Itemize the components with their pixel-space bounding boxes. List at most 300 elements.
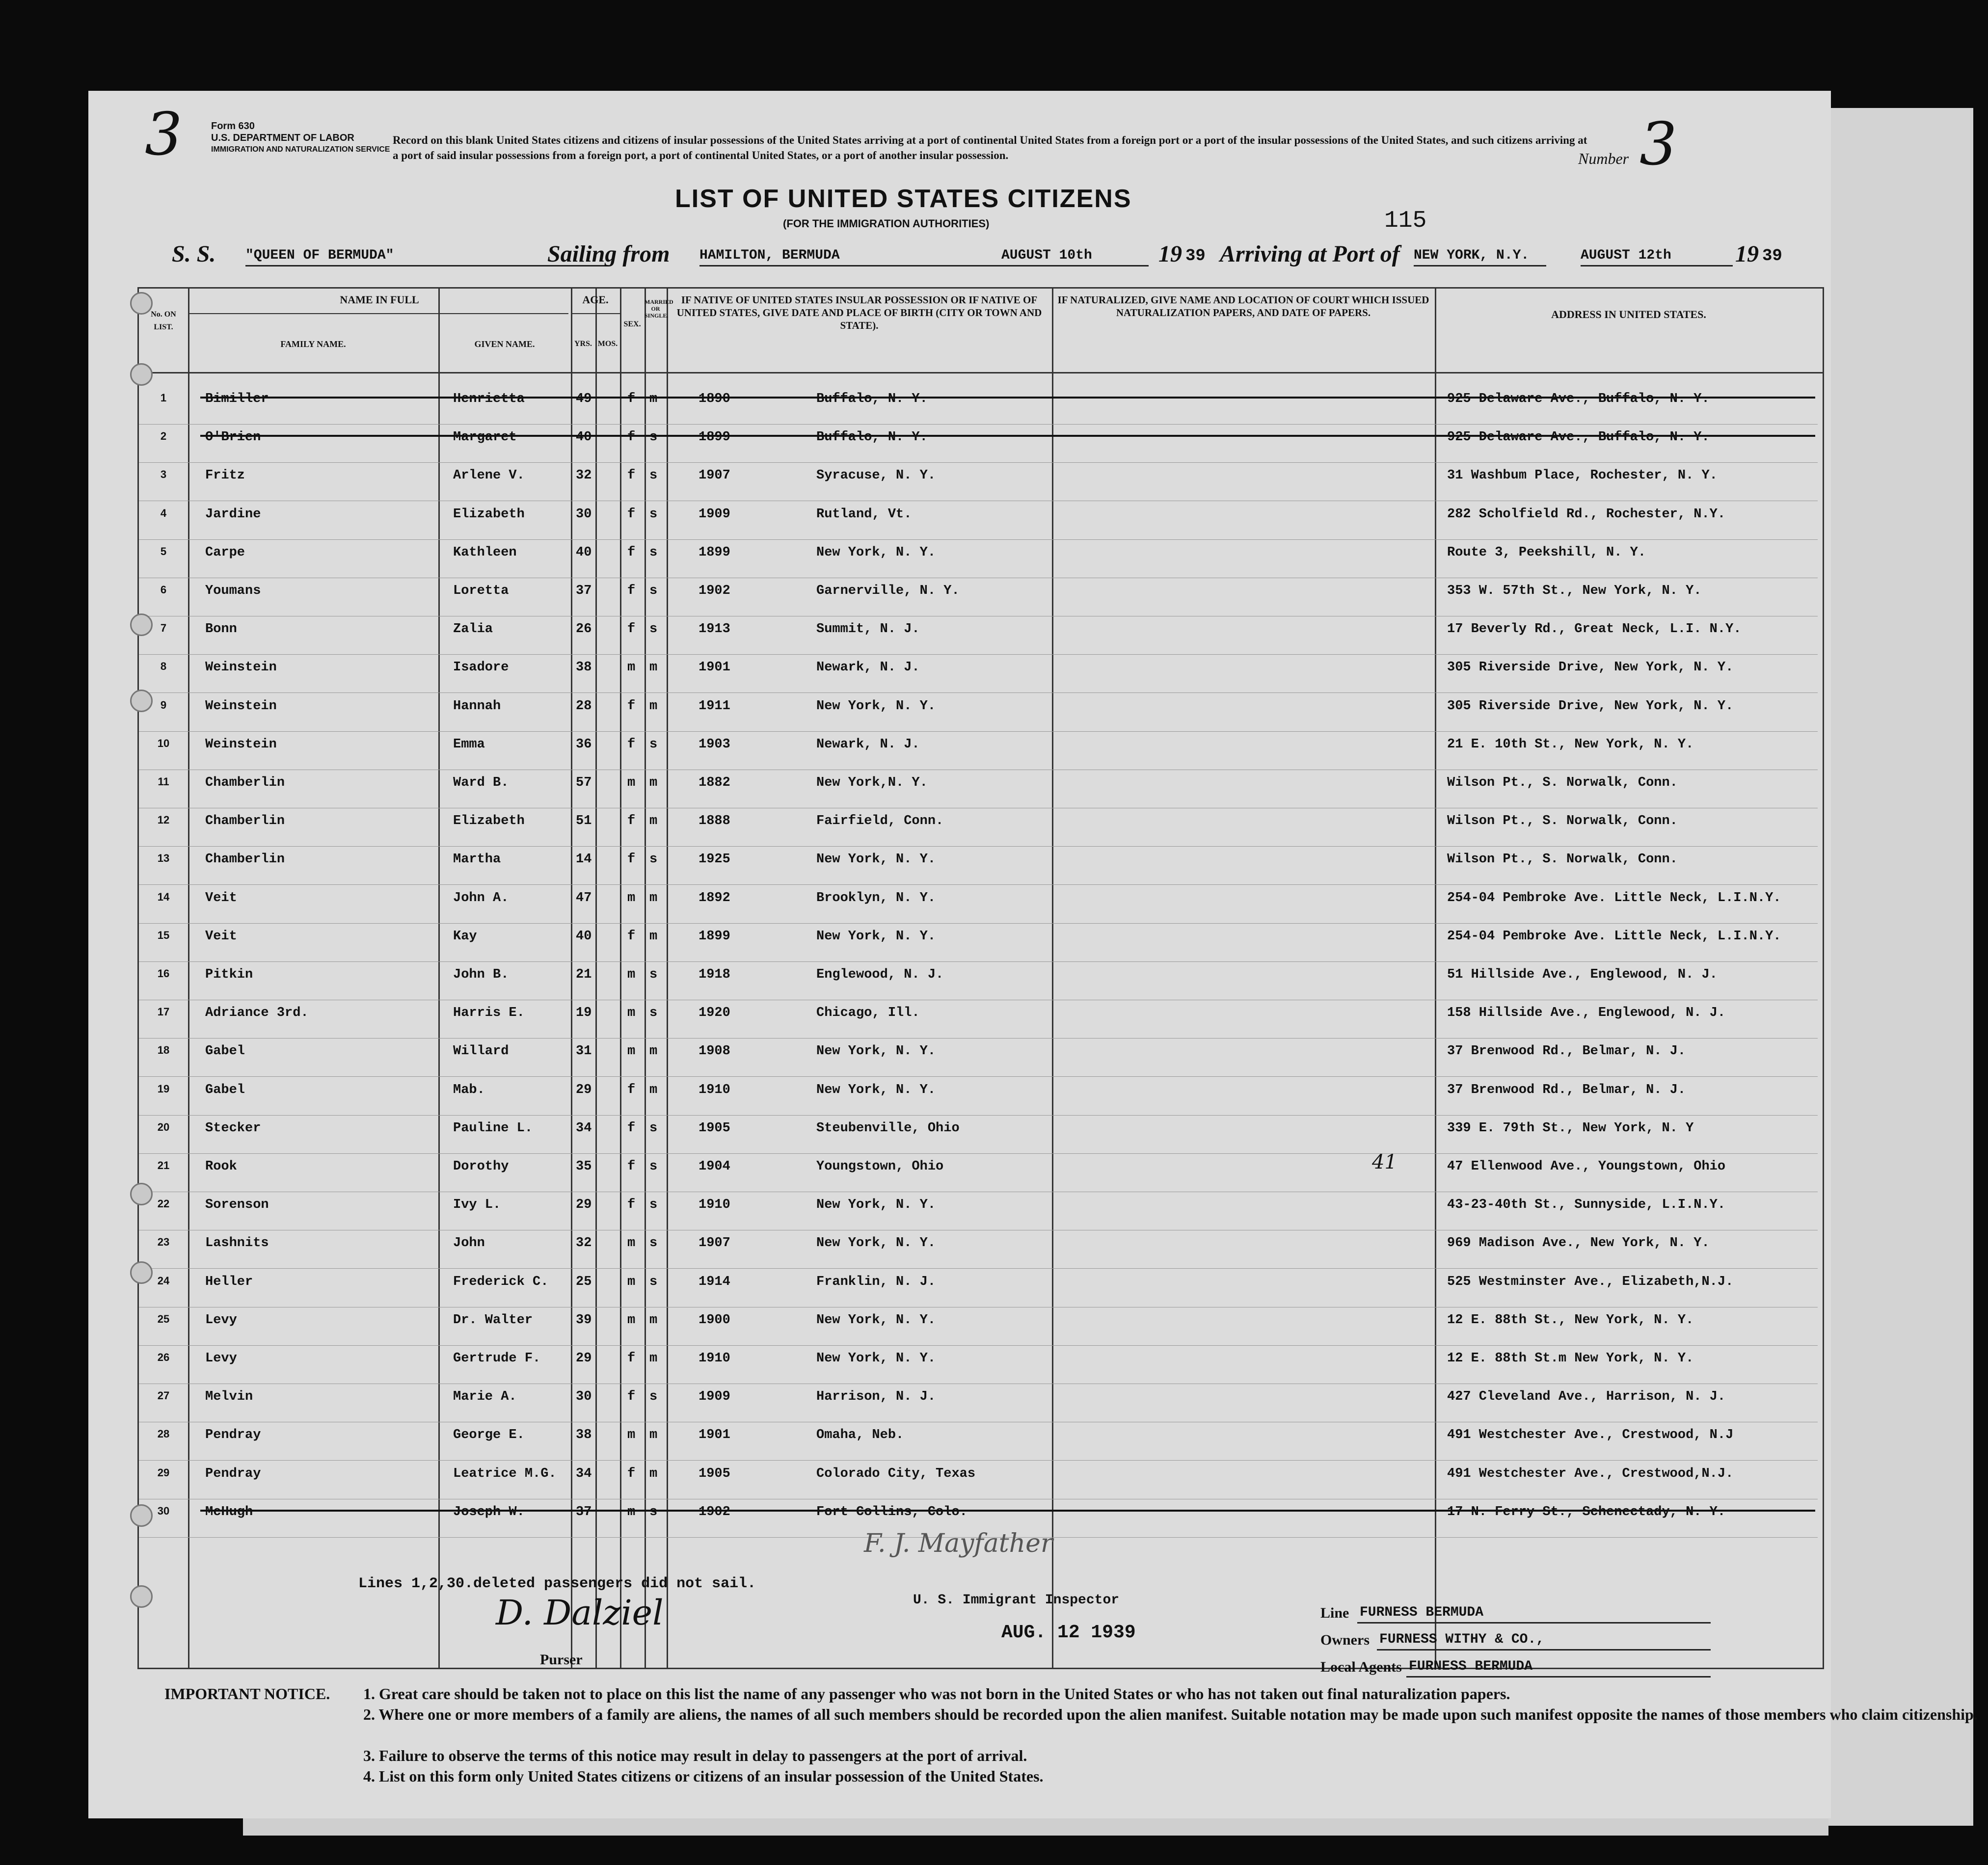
punch-hole bbox=[130, 690, 153, 712]
punch-hole bbox=[130, 363, 153, 386]
marital-status: s bbox=[649, 967, 658, 982]
row-number: 2 bbox=[160, 430, 167, 443]
line-underline bbox=[1357, 1622, 1711, 1624]
sex: m bbox=[627, 660, 636, 675]
us-address: 491 Westchester Ave., Crestwood, N.J bbox=[1447, 1428, 1734, 1443]
inspection-stamp-date: AUG. 12 1939 bbox=[1001, 1622, 1136, 1643]
age-years: 37 bbox=[576, 1504, 592, 1519]
page-title: LIST OF UNITED STATES CITIZENS bbox=[675, 185, 1132, 213]
birth-place: Fairfield, Conn. bbox=[816, 814, 944, 829]
sex: m bbox=[627, 1312, 636, 1328]
us-address: 427 Cleveland Ave., Harrison, N. J. bbox=[1447, 1389, 1726, 1405]
age-years: 35 bbox=[576, 1159, 592, 1174]
us-address: 12 E. 88th St.m New York, N. Y. bbox=[1447, 1351, 1694, 1366]
form-service: IMMIGRATION AND NATURALIZATION SERVICE bbox=[211, 145, 390, 154]
birth-year: 1907 bbox=[698, 1236, 730, 1251]
family-name: Chamberlin bbox=[205, 852, 285, 867]
age-years: 40 bbox=[576, 929, 592, 944]
row-number: 11 bbox=[158, 775, 169, 788]
birth-year: 1900 bbox=[698, 1312, 730, 1328]
birth-place: New York, N. Y. bbox=[816, 1236, 936, 1251]
page-subtitle: (FOR THE IMMIGRATION AUTHORITIES) bbox=[783, 217, 990, 230]
age-years: 21 bbox=[576, 967, 592, 982]
sex: f bbox=[627, 622, 636, 637]
given-name: Dorothy bbox=[453, 1159, 509, 1174]
sex: f bbox=[627, 1082, 636, 1097]
marital-status: s bbox=[649, 622, 658, 637]
given-name: Joseph W. bbox=[453, 1504, 525, 1519]
family-name: Carpe bbox=[205, 545, 245, 560]
row-rule bbox=[139, 539, 1818, 540]
number-label: Number bbox=[1578, 150, 1629, 167]
family-name: Weinstein bbox=[205, 737, 277, 752]
sex: f bbox=[627, 506, 636, 522]
sailing-underline bbox=[699, 265, 1004, 266]
row-rule bbox=[139, 846, 1818, 847]
us-address: 491 Westchester Ave., Crestwood,N.J. bbox=[1447, 1466, 1734, 1481]
given-name: Marie A. bbox=[453, 1389, 517, 1405]
sex: f bbox=[627, 929, 636, 944]
given-name: Elizabeth bbox=[453, 506, 525, 522]
given-name: Harris E. bbox=[453, 1006, 525, 1021]
row-number: 14 bbox=[157, 890, 170, 903]
us-address: 31 Washbum Place, Rochester, N. Y. bbox=[1447, 468, 1718, 483]
notice-2: 2. Where one or more members of a family are aliens, the names of all such members should be recorded upon the alien manifest. Suitable notation may be made upon such manifest opposite the names of those members who claim citizenship. bbox=[363, 1705, 1978, 1723]
notice-title: IMPORTANT NOTICE. bbox=[164, 1685, 330, 1703]
arrival-port-underline bbox=[1414, 265, 1546, 266]
table-row bbox=[139, 775, 1818, 814]
sail-date: AUGUST 10th bbox=[1001, 248, 1092, 263]
birth-place: Buffalo, N. Y. bbox=[816, 430, 928, 445]
table-row bbox=[139, 1236, 1818, 1274]
arrival-date: AUGUST 12th bbox=[1581, 248, 1671, 263]
owners-label: Owners bbox=[1320, 1632, 1370, 1648]
row-rule bbox=[139, 462, 1818, 463]
birth-place: New York, N. Y. bbox=[816, 1198, 936, 1213]
us-address: 12 E. 88th St., New York, N. Y. bbox=[1447, 1312, 1694, 1328]
header-birth: IF NATIVE OF UNITED STATES INSULAR POSSESSION OR IF NATIVE OF UNITED STATES, GIVE DATE AND PLACE OF BIRTH (CITY OR TOWN AND STATE). bbox=[676, 294, 1042, 331]
arrival-port: NEW YORK, N.Y. bbox=[1414, 248, 1530, 263]
family-name: Fritz bbox=[205, 468, 245, 483]
age-years: 39 bbox=[576, 1312, 592, 1328]
age-years: 32 bbox=[576, 468, 592, 483]
family-name: Youmans bbox=[205, 584, 261, 598]
notice-1: 1. Great care should be taken not to place on this list the name of any passenger who was not born in the United States or who has not taken out final naturalization papers. bbox=[363, 1685, 1510, 1703]
given-name: George E. bbox=[453, 1428, 525, 1443]
marital-status: m bbox=[649, 392, 658, 406]
deleted-note: Lines 1,2,30.deleted passengers did not sail. bbox=[358, 1575, 756, 1592]
arrival-date-underline bbox=[1581, 265, 1733, 266]
family-name: Adriance 3rd. bbox=[205, 1006, 309, 1021]
us-address: 51 Hillside Ave., Englewood, N. J. bbox=[1447, 967, 1718, 982]
age-years: 36 bbox=[576, 737, 592, 752]
birth-year: 1901 bbox=[698, 1428, 730, 1443]
family-name: Sorenson bbox=[205, 1198, 269, 1213]
sex: f bbox=[627, 1351, 636, 1366]
line-label: Line bbox=[1320, 1605, 1349, 1621]
us-address: 37 Brenwood Rd., Belmar, N. J. bbox=[1447, 1082, 1686, 1097]
birth-place: New York, N. Y. bbox=[816, 852, 936, 867]
row-number: 13 bbox=[157, 852, 170, 865]
family-name: Veit bbox=[205, 890, 237, 906]
row-rule bbox=[139, 654, 1818, 655]
table-row bbox=[139, 1198, 1818, 1236]
agents-value: FURNESS BERMUDA bbox=[1409, 1659, 1533, 1674]
us-address: 47 Ellenwood Ave., Youngstown, Ohio bbox=[1447, 1159, 1726, 1174]
punch-hole bbox=[130, 1183, 153, 1205]
age-years: 38 bbox=[576, 1428, 592, 1443]
family-name: Gabel bbox=[205, 1044, 245, 1059]
marital-status: m bbox=[649, 1044, 658, 1059]
birth-place: Englewood, N. J. bbox=[816, 967, 944, 982]
purser-label: Purser bbox=[540, 1652, 583, 1668]
ss-label: S. S. bbox=[172, 241, 216, 267]
age-years: 26 bbox=[576, 622, 592, 637]
table-row bbox=[139, 1428, 1818, 1466]
table-row bbox=[139, 929, 1818, 967]
header-bottom-rule bbox=[139, 372, 1823, 373]
given-name: John A. bbox=[453, 890, 509, 906]
row-number: 4 bbox=[160, 506, 167, 519]
given-name: Gertrude F. bbox=[453, 1351, 541, 1366]
punch-hole bbox=[130, 1504, 153, 1527]
family-name: Veit bbox=[205, 929, 237, 944]
birth-place: Rutland, Vt. bbox=[816, 506, 912, 522]
age-years: 57 bbox=[576, 775, 592, 790]
sex: m bbox=[627, 1274, 636, 1289]
sex: f bbox=[627, 392, 636, 406]
given-name: Elizabeth bbox=[453, 814, 525, 829]
marital-status: m bbox=[649, 1466, 658, 1481]
marital-status: s bbox=[649, 506, 658, 522]
birth-year: 1905 bbox=[698, 1120, 730, 1136]
marital-status: s bbox=[649, 1274, 658, 1289]
row-rule bbox=[139, 1115, 1818, 1116]
number-value: 3 bbox=[1639, 110, 1677, 179]
sex: f bbox=[627, 1389, 636, 1405]
us-address: 925 Delaware Ave., Buffalo, N. Y. bbox=[1447, 430, 1710, 445]
sail-year: 39 bbox=[1185, 247, 1206, 266]
table-row bbox=[139, 468, 1818, 506]
stamp-number: 115 bbox=[1384, 208, 1427, 234]
age-years: 30 bbox=[576, 1389, 592, 1405]
header-naturalized: IF NATURALIZED, GIVE NAME AND LOCATION OF COURT WHICH ISSUED NATURALIZATION PAPERS, AND DATE OF PAPERS. bbox=[1057, 294, 1429, 319]
row-number: 5 bbox=[160, 545, 167, 558]
age-years: 38 bbox=[576, 660, 592, 675]
row-number: 25 bbox=[157, 1312, 170, 1325]
sail-year-prefix: 19 bbox=[1158, 241, 1182, 267]
header-age: AGE. bbox=[582, 293, 609, 306]
us-address: 339 E. 79th St., New York, N. Y bbox=[1447, 1120, 1694, 1136]
table-row bbox=[139, 1389, 1818, 1428]
age-years: 32 bbox=[576, 1236, 592, 1251]
sex: m bbox=[627, 1236, 636, 1251]
header-no: No. ON LIST. bbox=[151, 310, 176, 331]
given-name: Dr. Walter bbox=[453, 1312, 533, 1328]
sail-date-underline bbox=[1001, 265, 1149, 266]
birth-year: 1908 bbox=[698, 1044, 730, 1059]
row-rule bbox=[139, 1153, 1818, 1154]
sex: m bbox=[627, 1006, 636, 1021]
birth-year: 1918 bbox=[698, 967, 730, 982]
birth-year: 1925 bbox=[698, 852, 730, 867]
given-name: Emma bbox=[453, 737, 485, 752]
table-row bbox=[139, 1275, 1818, 1313]
sex: m bbox=[627, 1428, 636, 1443]
form-instructions: Record on this blank United States citizens and citizens of insular possessions of the United States arriving at a port of continental United States from a foreign port or a port of the insular possessions of the United States, and such citizens arriving at a port of said insular possessions from a foreign port, a port of continental United States, or a port of another insular possession. bbox=[393, 134, 1587, 161]
row-rule bbox=[139, 961, 1818, 962]
family-name: Stecker bbox=[205, 1120, 261, 1136]
family-name: Weinstein bbox=[205, 698, 277, 714]
form-department: U.S. DEPARTMENT OF LABOR bbox=[211, 133, 354, 143]
row-number: 27 bbox=[157, 1389, 170, 1402]
table-row bbox=[139, 660, 1818, 698]
family-name: Bonn bbox=[205, 622, 237, 637]
sailing-label: Sailing from bbox=[547, 241, 670, 267]
marital-status: m bbox=[649, 1312, 658, 1328]
marital-status: s bbox=[649, 468, 658, 483]
us-address: 43-23-40th St., Sunnyside, L.I.N.Y. bbox=[1447, 1198, 1726, 1213]
row-number: 9 bbox=[160, 698, 167, 711]
birth-place: New York, N. Y. bbox=[816, 1351, 936, 1366]
us-address: 17 N. Ferry St., Schenectady, N. Y. bbox=[1447, 1504, 1726, 1519]
given-name: Kay bbox=[453, 929, 477, 944]
purser-signature: D. Dalziel bbox=[496, 1593, 664, 1633]
us-address: 158 Hillside Ave., Englewood, N. J. bbox=[1447, 1006, 1726, 1021]
marital-status: s bbox=[649, 1006, 658, 1021]
row-number: 22 bbox=[157, 1198, 170, 1210]
table-row bbox=[139, 1466, 1818, 1505]
sex: f bbox=[627, 468, 636, 483]
passenger-table bbox=[137, 287, 1824, 1669]
sex: m bbox=[627, 1044, 636, 1059]
sex: m bbox=[627, 890, 636, 906]
age-years: 37 bbox=[576, 584, 592, 598]
us-address: Wilson Pt., S. Norwalk, Conn. bbox=[1447, 852, 1678, 867]
row-rule bbox=[139, 424, 1818, 425]
name-subheader-rule bbox=[188, 313, 568, 314]
row-number: 7 bbox=[160, 622, 167, 635]
birth-place: New York, N. Y. bbox=[816, 698, 936, 714]
table-row bbox=[139, 967, 1818, 1006]
birth-place: Harrison, N. J. bbox=[816, 1389, 936, 1405]
sex: f bbox=[627, 430, 636, 445]
marital-status: s bbox=[649, 584, 658, 598]
marital-status: s bbox=[649, 1389, 658, 1405]
sex: f bbox=[627, 814, 636, 829]
family-name: Pendray bbox=[205, 1428, 261, 1443]
marital-status: s bbox=[649, 545, 658, 560]
birth-year: 1911 bbox=[698, 698, 730, 714]
sex: f bbox=[627, 737, 636, 752]
birth-place: Steubenville, Ohio bbox=[816, 1120, 960, 1136]
form-code-block bbox=[211, 120, 390, 156]
us-address: 254-04 Pembroke Ave. Little Neck, L.I.N.Y. bbox=[1447, 890, 1781, 906]
age-years: 34 bbox=[576, 1120, 592, 1136]
us-address: 21 E. 10th St., New York, N. Y. bbox=[1447, 737, 1694, 752]
marital-status: m bbox=[649, 814, 658, 829]
us-address: 969 Madison Ave., New York, N. Y. bbox=[1447, 1236, 1710, 1251]
row-number: 3 bbox=[160, 468, 167, 481]
sex: f bbox=[627, 584, 636, 598]
birth-year: 1899 bbox=[698, 545, 730, 560]
notice-4: 4. List on this form only United States citizens or citizens of an insular possession of the United States. bbox=[363, 1767, 1044, 1785]
marital-status: m bbox=[649, 929, 658, 944]
row-rule bbox=[139, 1345, 1818, 1346]
marital-status: s bbox=[649, 737, 658, 752]
sex: m bbox=[627, 1504, 636, 1519]
inspector-label: U. S. Immigrant Inspector bbox=[913, 1593, 1120, 1608]
birth-place: New York,N. Y. bbox=[816, 775, 928, 790]
birth-year: 1901 bbox=[698, 660, 730, 675]
family-name: Jardine bbox=[205, 506, 261, 522]
birth-year: 1909 bbox=[698, 506, 730, 522]
sex: m bbox=[627, 967, 636, 982]
given-name: John bbox=[453, 1236, 485, 1251]
us-address: 305 Riverside Drive, New York, N. Y. bbox=[1447, 660, 1734, 675]
header-married: MARRIED OR SINGLE. bbox=[645, 298, 673, 319]
birth-place: Syracuse, N. Y. bbox=[816, 468, 936, 483]
marital-status: m bbox=[649, 1428, 658, 1443]
age-years: 31 bbox=[576, 1044, 592, 1059]
marital-status: m bbox=[649, 1351, 658, 1366]
given-name: Ward B. bbox=[453, 775, 509, 790]
table-row bbox=[139, 1313, 1818, 1351]
birth-place: New York, N. Y. bbox=[816, 929, 936, 944]
us-address: Wilson Pt., S. Norwalk, Conn. bbox=[1447, 814, 1678, 829]
row-number: 30 bbox=[157, 1504, 170, 1517]
birth-place: Newark, N. J. bbox=[816, 737, 920, 752]
sex: f bbox=[627, 852, 636, 867]
header-given: GIVEN NAME. bbox=[474, 339, 535, 349]
sex: f bbox=[627, 1159, 636, 1174]
sex: f bbox=[627, 698, 636, 714]
family-name: Rook bbox=[205, 1159, 237, 1174]
marital-status: m bbox=[649, 698, 658, 714]
header-yrs: YRS. bbox=[574, 340, 592, 348]
sailing-from: HAMILTON, BERMUDA bbox=[699, 248, 840, 263]
birth-year: 1902 bbox=[698, 1504, 730, 1519]
table-row bbox=[139, 699, 1818, 737]
birth-year: 1892 bbox=[698, 890, 730, 906]
age-years: 25 bbox=[576, 1274, 592, 1289]
family-name: Chamberlin bbox=[205, 775, 285, 790]
marital-status: s bbox=[649, 1120, 658, 1136]
age-years: 40 bbox=[576, 430, 592, 445]
line-value: FURNESS BERMUDA bbox=[1360, 1605, 1484, 1620]
given-name: John B. bbox=[453, 967, 509, 982]
birth-place: Colorado City, Texas bbox=[816, 1466, 976, 1481]
given-name: Willard bbox=[453, 1044, 509, 1059]
birth-year: 1904 bbox=[698, 1159, 730, 1174]
row-rule bbox=[139, 1038, 1818, 1039]
table-row bbox=[139, 507, 1818, 545]
header-name: NAME IN FULL bbox=[340, 293, 419, 306]
given-name: Martha bbox=[453, 852, 501, 867]
header-sex: SEX. bbox=[623, 320, 641, 328]
birth-place: Garnerville, N. Y. bbox=[816, 584, 960, 598]
row-number: 15 bbox=[157, 929, 170, 941]
birth-place: New York, N. Y. bbox=[816, 545, 936, 560]
owners-value: FURNESS WITHY & CO., bbox=[1379, 1632, 1545, 1647]
family-name: Chamberlin bbox=[205, 814, 285, 829]
age-years: 34 bbox=[576, 1466, 592, 1481]
birth-year: 1899 bbox=[698, 430, 730, 445]
marital-status: s bbox=[649, 1504, 658, 1519]
agents-label: Local Agents bbox=[1320, 1659, 1402, 1675]
age-years: 29 bbox=[576, 1351, 592, 1366]
birth-year: 1920 bbox=[698, 1006, 730, 1021]
birth-year: 1910 bbox=[698, 1198, 730, 1213]
birth-place: New York, N. Y. bbox=[816, 1312, 936, 1328]
punch-hole bbox=[130, 1585, 153, 1608]
corner-number: 3 bbox=[145, 101, 183, 169]
birth-place: New York, N. Y. bbox=[816, 1082, 936, 1097]
table-row bbox=[139, 1006, 1818, 1044]
given-name: Zalia bbox=[453, 622, 493, 637]
sex: m bbox=[627, 775, 636, 790]
birth-year: 1890 bbox=[698, 392, 730, 406]
birth-year: 1913 bbox=[698, 622, 730, 637]
table-row bbox=[139, 1159, 1818, 1198]
table-row bbox=[139, 891, 1818, 929]
given-name: Frederick C. bbox=[453, 1274, 549, 1289]
row-rule bbox=[139, 923, 1818, 924]
age-years: 49 bbox=[576, 392, 592, 406]
family-name: Gabel bbox=[205, 1082, 245, 1097]
sex: f bbox=[627, 1198, 636, 1213]
given-name: Leatrice M.G. bbox=[453, 1466, 557, 1481]
given-name: Kathleen bbox=[453, 545, 517, 560]
row-number: 19 bbox=[157, 1082, 170, 1095]
header-family: FAMILY NAME. bbox=[280, 339, 346, 349]
marital-status: m bbox=[649, 660, 658, 675]
punch-hole bbox=[130, 613, 153, 636]
arrival-year-prefix: 19 bbox=[1735, 241, 1759, 267]
row-number: 17 bbox=[157, 1006, 170, 1018]
given-name: Henrietta bbox=[453, 392, 525, 406]
family-name: Melvin bbox=[205, 1389, 253, 1405]
table-row bbox=[139, 622, 1818, 660]
birth-year: 1905 bbox=[698, 1466, 730, 1481]
given-name: Isadore bbox=[453, 660, 509, 675]
age-years: 30 bbox=[576, 506, 592, 522]
birth-year: 1882 bbox=[698, 775, 730, 790]
row-number: 18 bbox=[157, 1044, 170, 1057]
birth-place: Newark, N. J. bbox=[816, 660, 920, 675]
birth-place: Omaha, Neb. bbox=[816, 1428, 904, 1443]
row-number: 23 bbox=[157, 1236, 170, 1249]
row-number: 6 bbox=[160, 584, 167, 596]
row-number: 1 bbox=[160, 392, 167, 404]
family-name: Pendray bbox=[205, 1466, 261, 1481]
family-name: O'Brien bbox=[205, 430, 261, 445]
agents-underline bbox=[1406, 1676, 1711, 1678]
row-rule bbox=[139, 884, 1818, 885]
birth-place: Chicago, Ill. bbox=[816, 1006, 920, 1021]
marital-status: s bbox=[649, 430, 658, 445]
table-row bbox=[139, 1044, 1818, 1082]
family-name: Weinstein bbox=[205, 660, 277, 675]
table-row bbox=[139, 1351, 1818, 1389]
us-address: 17 Beverly Rd., Great Neck, L.I. N.Y. bbox=[1447, 622, 1742, 637]
underlying-sheet bbox=[1826, 108, 1973, 1826]
birth-year: 1910 bbox=[698, 1082, 730, 1097]
ship-name: "QUEEN OF BERMUDA" bbox=[245, 248, 394, 263]
us-address: 925 Delaware Ave., Buffalo, N. Y. bbox=[1447, 392, 1710, 406]
punch-hole bbox=[130, 1261, 153, 1284]
family-name: Heller bbox=[205, 1274, 253, 1289]
